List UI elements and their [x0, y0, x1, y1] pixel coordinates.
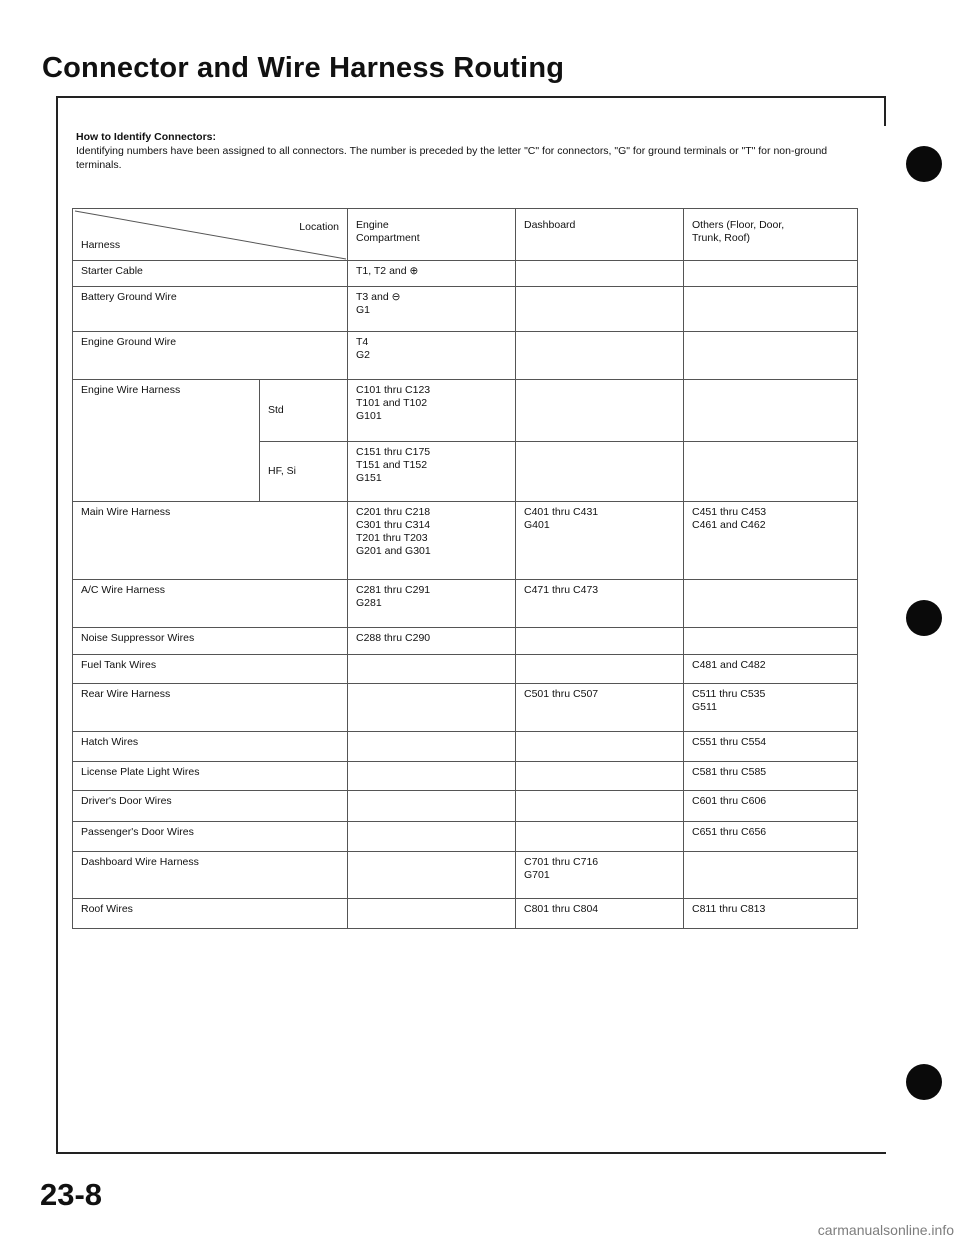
binder-hole-mark [906, 1064, 942, 1100]
harness-cell: Engine Ground Wire [73, 332, 348, 380]
harness-cell: Roof Wires [73, 899, 348, 929]
harness-cell: Main Wire Harness [73, 502, 348, 580]
dashboard-cell [516, 732, 684, 762]
others-cell: C551 thru C554 [684, 732, 858, 762]
table-row [73, 791, 858, 822]
harness-cell: Dashboard Wire Harness [73, 852, 348, 899]
others-cell: C451 thru C453 C461 and C462 [684, 502, 858, 580]
others-cell [684, 261, 858, 287]
table-row [73, 899, 858, 929]
dashboard-cell: C401 thru C431 G401 [516, 502, 684, 580]
others-cell: C511 thru C535 G511 [684, 684, 858, 732]
dashboard-cell: C801 thru C804 [516, 899, 684, 929]
table-row [73, 762, 858, 791]
others-cell: C651 thru C656 [684, 822, 858, 852]
engine-cell: C281 thru C291 G281 [348, 580, 516, 628]
dashboard-cell [516, 332, 684, 380]
table-row [73, 852, 858, 899]
harness-cell: Starter Cable [73, 261, 348, 287]
harness-cell: Battery Ground Wire [73, 287, 348, 332]
table-row [73, 502, 858, 580]
engine-cell: C288 thru C290 [348, 628, 516, 655]
dashboard-cell [516, 822, 684, 852]
dashboard-cell [516, 762, 684, 791]
engine-cell: T1, T2 and ⊕ [348, 261, 516, 287]
table-row [73, 732, 858, 762]
dashboard-cell: C501 thru C507 [516, 684, 684, 732]
table-row [73, 684, 858, 732]
table-row [73, 380, 858, 442]
table-row [73, 261, 858, 287]
table-row [73, 628, 858, 655]
engine-cell [348, 791, 516, 822]
connector-table [72, 208, 858, 929]
harness-cell: Driver's Door Wires [73, 791, 348, 822]
intro-heading: How to Identify Connectors: [76, 131, 216, 143]
table-row [73, 822, 858, 852]
variant-cell: Std [260, 380, 348, 442]
dashboard-cell [516, 287, 684, 332]
harness-cell: Hatch Wires [73, 732, 348, 762]
harness-cell: Rear Wire Harness [73, 684, 348, 732]
engine-cell: C201 thru C218 C301 thru C314 T201 thru T203 G201 and G301 [348, 502, 516, 580]
watermark: carmanualsonline.info [817, 1222, 954, 1238]
others-cell: C481 and C482 [684, 655, 858, 684]
harness-cell: Fuel Tank Wires [73, 655, 348, 684]
header-engine-compartment: Engine Compartment [348, 209, 516, 261]
others-cell [684, 442, 858, 502]
harness-cell: Passenger's Door Wires [73, 822, 348, 852]
binder-hole-mark [906, 146, 942, 182]
engine-cell: T4 G2 [348, 332, 516, 380]
engine-cell [348, 899, 516, 929]
dashboard-cell [516, 655, 684, 684]
intro-text: Identifying numbers have been assigned to all connectors. The number is preceded by the letter "C" for connectors, "G" for ground terminals or "T" for non-ground terminals. [76, 145, 828, 171]
header-dashboard: Dashboard [516, 209, 684, 261]
intro-block [76, 130, 866, 172]
harness-cell: License Plate Light Wires [73, 762, 348, 791]
page-number: 23-8 [40, 1177, 103, 1212]
dashboard-cell [516, 442, 684, 502]
engine-cell [348, 684, 516, 732]
others-cell: C811 thru C813 [684, 899, 858, 929]
others-cell: C601 thru C606 [684, 791, 858, 822]
engine-cell [348, 852, 516, 899]
engine-cell: C101 thru C123 T101 and T102 G101 [348, 380, 516, 442]
dashboard-cell [516, 380, 684, 442]
header-location: Location [299, 221, 339, 233]
dashboard-cell: C471 thru C473 [516, 580, 684, 628]
others-cell: C581 thru C585 [684, 762, 858, 791]
dashboard-cell [516, 261, 684, 287]
others-cell [684, 580, 858, 628]
page-title: Connector and Wire Harness Routing [42, 52, 565, 84]
header-location-harness [73, 209, 348, 261]
others-cell [684, 287, 858, 332]
harness-cell: A/C Wire Harness [73, 580, 348, 628]
header-harness: Harness [81, 239, 121, 251]
binder-hole-mark [906, 600, 942, 636]
others-cell [684, 852, 858, 899]
table-row [73, 580, 858, 628]
engine-cell: T3 and ⊖ G1 [348, 287, 516, 332]
dashboard-cell: C701 thru C716 G701 [516, 852, 684, 899]
others-cell [684, 380, 858, 442]
others-cell [684, 332, 858, 380]
table-row [73, 287, 858, 332]
dashboard-cell [516, 791, 684, 822]
engine-cell: C151 thru C175 T151 and T152 G151 [348, 442, 516, 502]
engine-cell [348, 822, 516, 852]
header-others: Others (Floor, Door, Trunk, Roof) [684, 209, 858, 261]
harness-cell: Engine Wire Harness [73, 380, 260, 502]
engine-cell [348, 732, 516, 762]
table-row [73, 332, 858, 380]
frame-corner [884, 96, 886, 126]
header-diagonal-line [73, 209, 348, 261]
engine-cell [348, 762, 516, 791]
harness-cell: Noise Suppressor Wires [73, 628, 348, 655]
engine-cell [348, 655, 516, 684]
table-row [73, 655, 858, 684]
variant-cell: HF, Si [260, 442, 348, 502]
others-cell [684, 628, 858, 655]
dashboard-cell [516, 628, 684, 655]
